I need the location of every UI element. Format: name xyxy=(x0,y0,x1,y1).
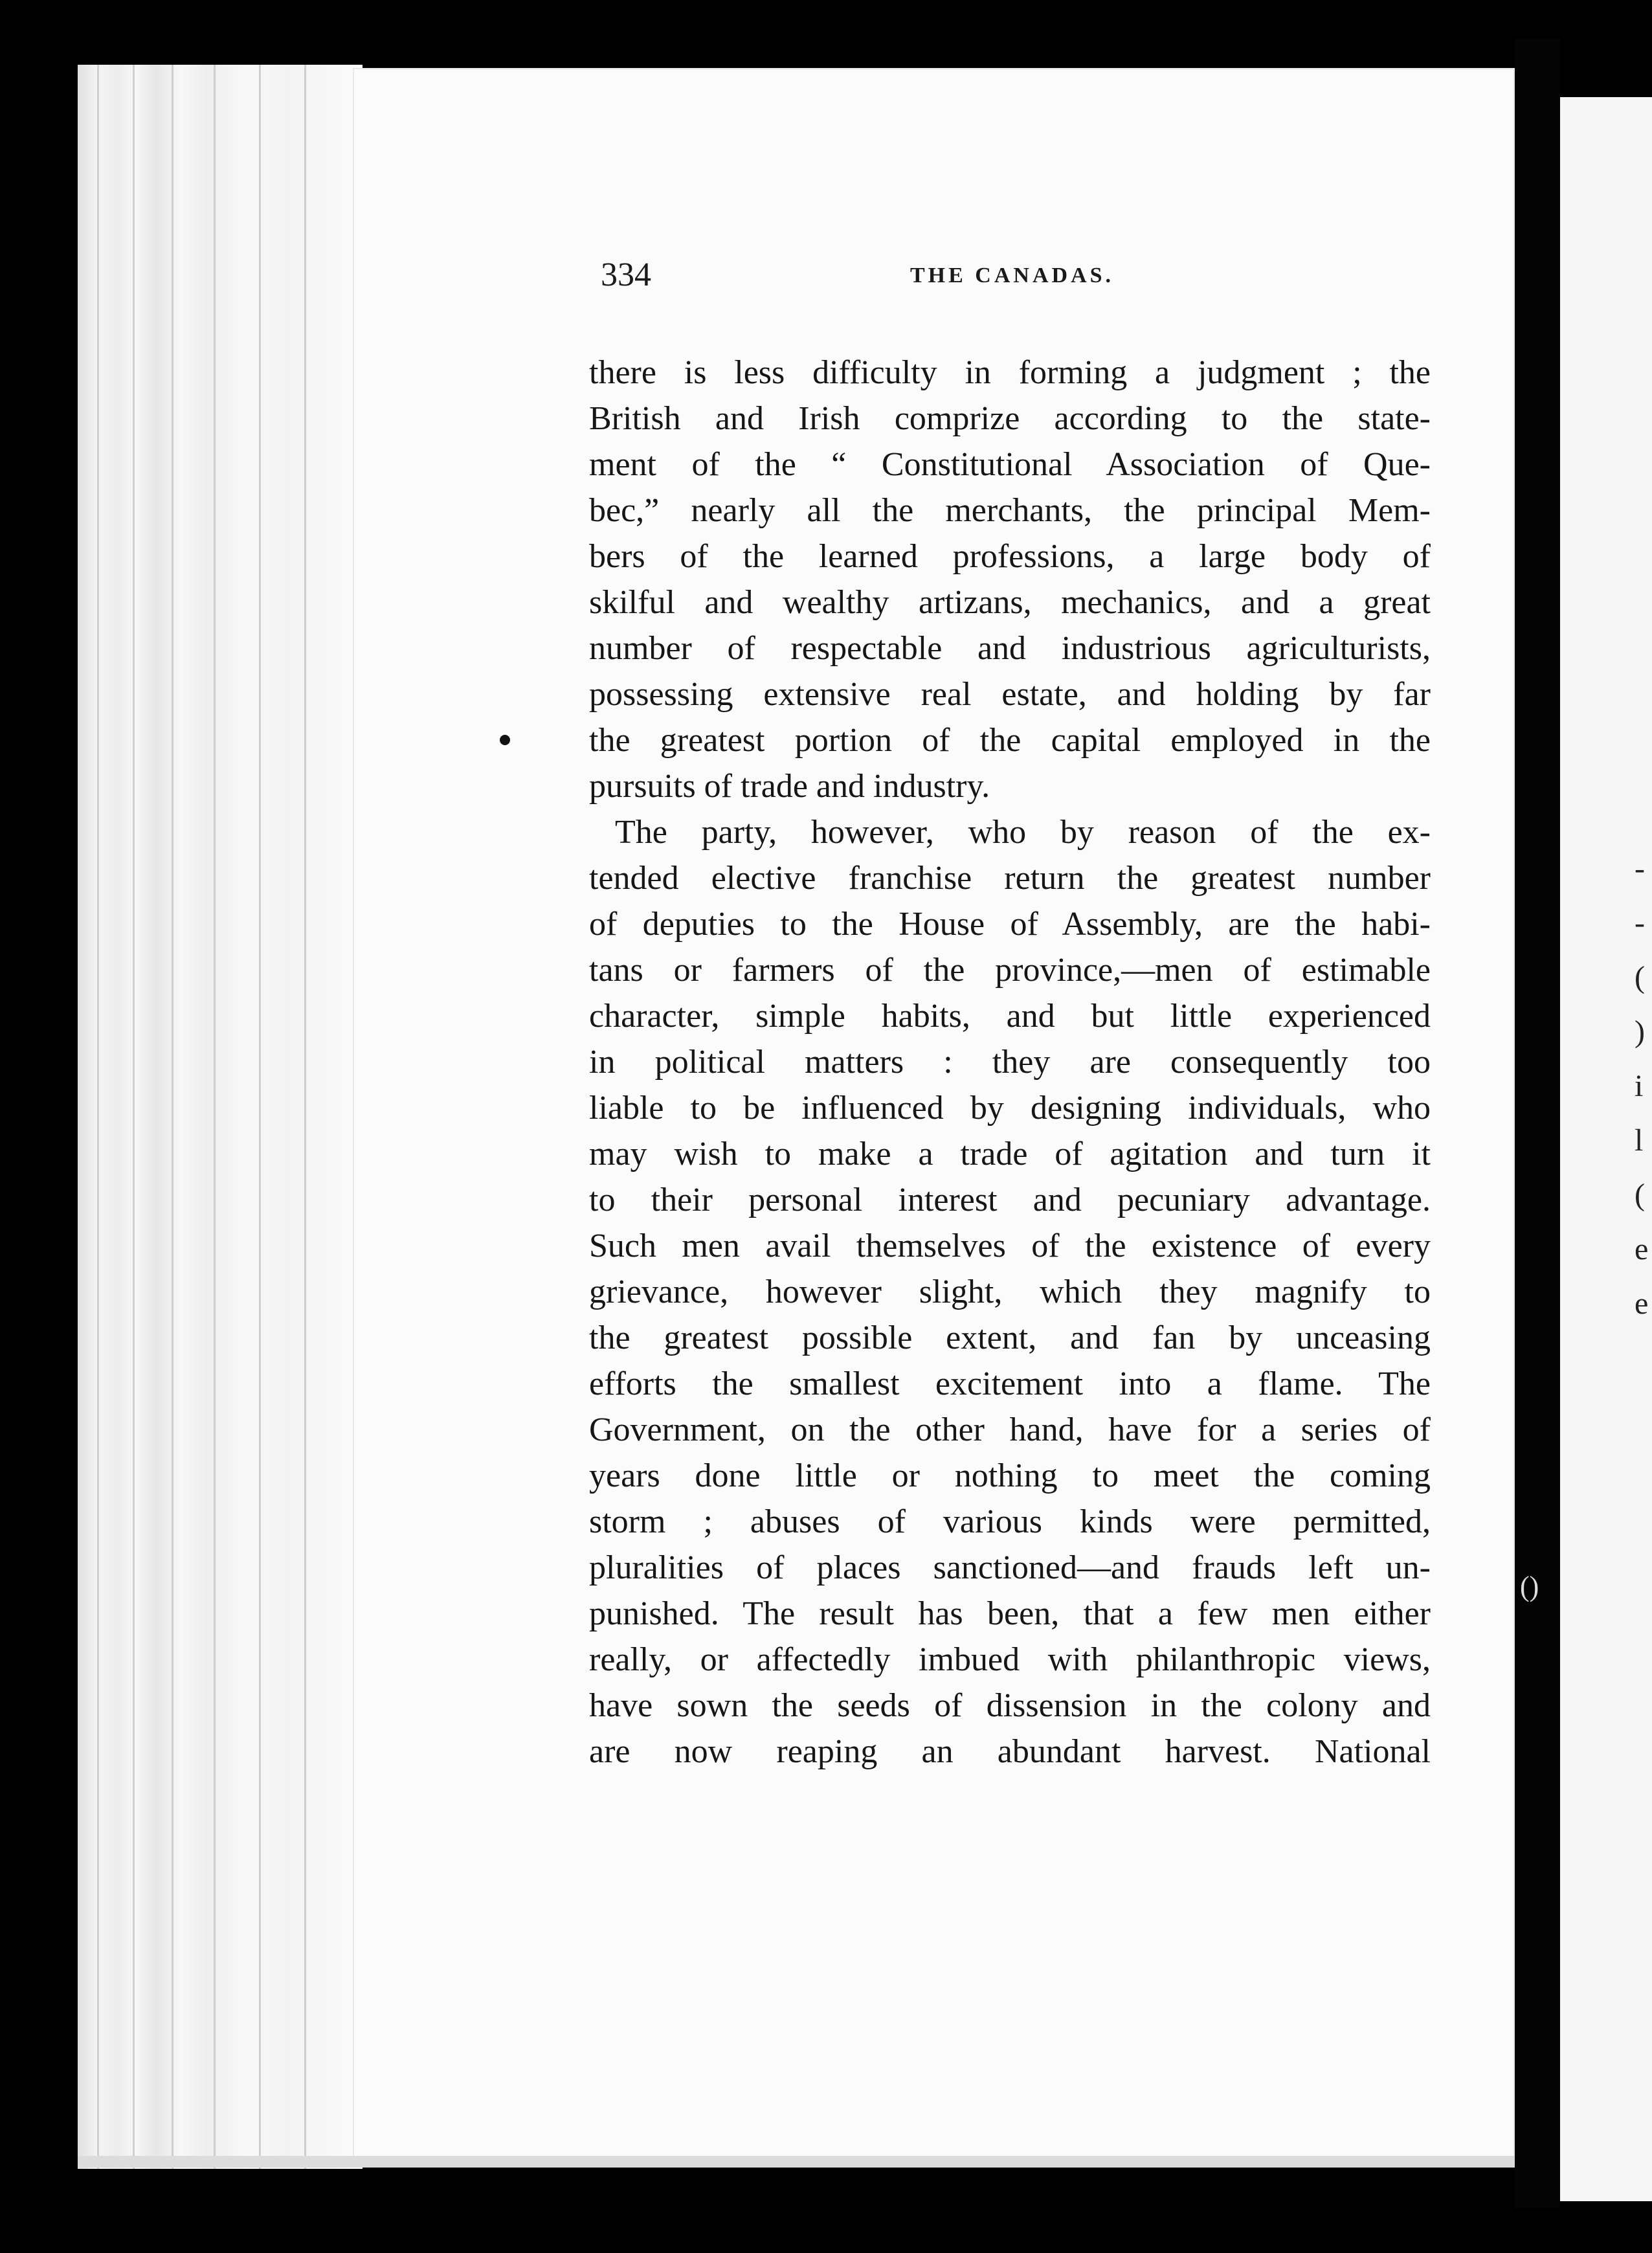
text-line: have sown the seeds of dissension in the colony and xyxy=(589,1687,1431,1724)
text-line: the greatest possible extent, and fan by unceasing xyxy=(589,1319,1431,1356)
facing-page-fragments xyxy=(1635,842,1652,1331)
facing-page-fragment: e xyxy=(1635,1286,1649,1321)
leaf-edge-line xyxy=(259,65,261,2169)
text-line: really, or affectedly imbued with philanthropic views, xyxy=(589,1641,1431,1678)
text-line: tended elective franchise return the greatest number xyxy=(589,860,1431,897)
book-gutter xyxy=(1515,39,1560,2208)
text-line: pluralities of places sanctioned—and frauds left un- xyxy=(589,1549,1431,1586)
facing-page-fragment: l xyxy=(1635,1123,1644,1158)
facing-page-fragment: ) xyxy=(1635,1014,1645,1049)
facing-page-fragment: i xyxy=(1635,1069,1644,1103)
text-line: the greatest portion of the capital employed in the xyxy=(589,722,1431,759)
text-line: Such men avail themselves of the existence of every xyxy=(589,1227,1431,1264)
text-line: character, simple habits, and but little experienced xyxy=(589,998,1431,1035)
book-left-leaves xyxy=(78,65,363,2169)
body-text xyxy=(589,350,1431,1775)
page-number: 334 xyxy=(601,256,651,293)
margin-dot xyxy=(500,735,510,745)
text-line: may wish to make a trade of agitation and turn it xyxy=(589,1136,1431,1172)
text-line: British and Irish comprize according to the state- xyxy=(589,400,1431,437)
gutter-mark: () xyxy=(1520,1571,1539,1602)
text-line: bec,” nearly all the merchants, the principal Mem- xyxy=(589,492,1431,529)
text-line: tans or farmers of the province,—men of estimable xyxy=(589,952,1431,989)
text-line: Government, on the other hand, have for a series of xyxy=(589,1411,1431,1448)
leaf-edge-line xyxy=(133,65,135,2169)
running-title: THE CANADAS. xyxy=(910,263,1115,287)
text-line: punished. The result has been, that a few men either xyxy=(589,1595,1431,1632)
text-line: grievance, however slight, which they magnify to xyxy=(589,1273,1431,1310)
text-line: pursuits of trade and industry. xyxy=(589,768,990,805)
leaf-edge-line xyxy=(304,65,306,2169)
facing-page-fragment: - xyxy=(1635,906,1645,940)
text-line: skilful and wealthy artizans, mechanics, and a great xyxy=(589,584,1431,621)
leaf-edge-line xyxy=(97,65,99,2169)
leaf-edge-line xyxy=(172,65,173,2169)
text-line: to their personal interest and pecuniary advantage. xyxy=(589,1182,1431,1218)
facing-page-fragment: ( xyxy=(1635,960,1645,994)
text-line: The party, however, who by reason of the ex- xyxy=(615,814,1431,851)
text-line: years done little or nothing to meet the coming xyxy=(589,1457,1431,1494)
facing-page-fragment: - xyxy=(1635,851,1645,886)
text-line: bers of the learned professions, a large body of xyxy=(589,538,1431,575)
text-line: are now reaping an abundant harvest. National xyxy=(589,1733,1431,1770)
text-line: liable to be influenced by designing individuals, who xyxy=(589,1090,1431,1126)
text-line: efforts the smallest excitement into a flame. The xyxy=(589,1365,1431,1402)
leaf-edge-line xyxy=(214,65,216,2169)
page-header xyxy=(601,256,1442,301)
facing-page-fragment: ( xyxy=(1635,1178,1645,1212)
text-line: number of respectable and industrious agriculturists, xyxy=(589,630,1431,667)
text-line: storm ; abuses of various kinds were permitted, xyxy=(589,1503,1431,1540)
text-line: ment of the “ Constitutional Association of Que- xyxy=(589,446,1431,483)
page-bottom-edge xyxy=(78,2156,1515,2168)
text-line: in political matters : they are consequently too xyxy=(589,1044,1431,1081)
text-line: possessing extensive real estate, and holding by far xyxy=(589,676,1431,713)
text-line: there is less difficulty in forming a judgment ; the xyxy=(589,354,1431,391)
text-line: of deputies to the House of Assembly, are the habi- xyxy=(589,906,1431,943)
facing-page-fragment: e xyxy=(1635,1232,1649,1266)
